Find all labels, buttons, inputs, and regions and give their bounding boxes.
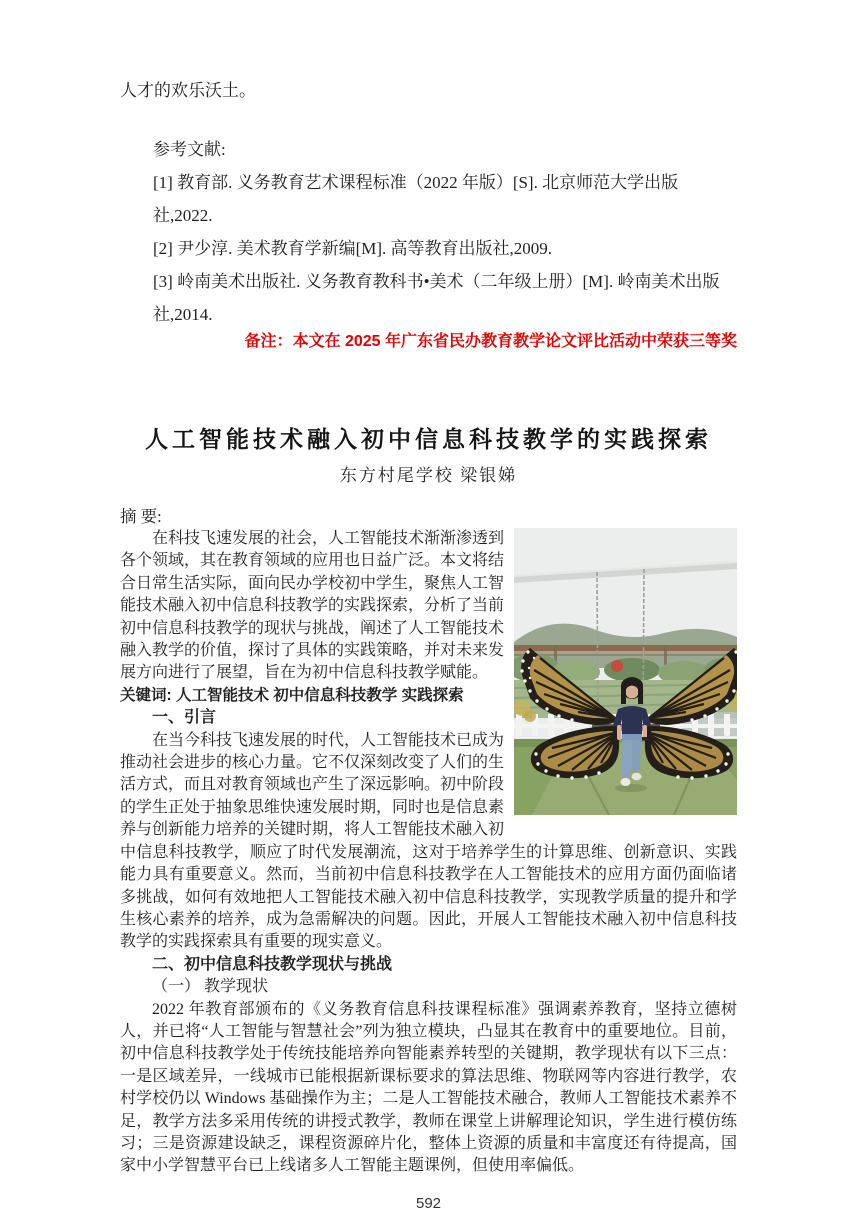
article-body bbox=[120, 505, 737, 1178]
article-photo bbox=[514, 528, 737, 815]
section-heading-introduction: 一、引言 bbox=[152, 709, 217, 727]
keywords-line: 关键词: 人工智能技术 初中信息科技教学 实践探索 bbox=[120, 686, 464, 704]
butterfly-photo-illustration bbox=[514, 528, 737, 815]
previous-article-closing-line: 人才的欢乐沃土。 bbox=[120, 81, 256, 100]
reference-item: [2] 尹少淳. 美术教育学新编[M]. 高等教育出版社,2009. bbox=[153, 239, 553, 258]
page-content bbox=[120, 0, 737, 1214]
abstract-text: 在科技飞速发展的社会，人工智能技术渐渐渗透到各个领域，其在教育领域的应用也日益广泛。本文将结合日常生活实际，面向民办学校初中学生，聚焦人工智能技术融入初中信息科技教学的实践探索，分析了当前初中信息科技教学的现状与挑战，阐述了人工智能技术融入教学的价值，探讨了具体的实践策略，并对未来发展方向进行了展望，旨在为初中信息科技教学赋能。 bbox=[120, 530, 505, 682]
section-body-introduction: 在当今科技飞速发展的时代，人工智能技术已成为推动社会进步的核心力量。它不仅深刻改变了人们的生活方式，而且对教育领域也产生了深远影响。初中阶段的学生正处于抽象思维快速发展时期，同时也是信息素养与创新能力培养的关键时期，将人工智能技术融入初中信息科技教学，顺应了时代发展潮流，这对于培养学生的计算思维、创新意识、实践能力具有重要意义。然而，当前初中信息科技教学在人工智能技术的应用方面仍面临诸多挑战，如何有效地把人工智能技术融入初中信息科技教学，实现教学质量的提升和学生核心素养的培养，成为急需解决的问题。因此，开展人工智能技术融入初中信息科技教学的实践探索具有重要的现实意义。 bbox=[120, 731, 737, 951]
article-author: 东方村尾学校 梁银娣 bbox=[339, 466, 518, 485]
page-number: 592 bbox=[415, 1194, 442, 1212]
reference-item: [3] 岭南美术出版社. 义务教育教科书•美术（二年级上册）[M]. 岭南美术出版社,2014. bbox=[153, 272, 720, 324]
references-section bbox=[120, 133, 737, 331]
subsection-heading-teaching-status: （一） 教学现状 bbox=[152, 978, 269, 996]
references-heading: 参考文献: bbox=[153, 140, 226, 159]
reference-item: [1] 教育部. 义务教育艺术课程标准（2022 年版）[S]. 北京师范大学出版社,2022. bbox=[153, 173, 679, 225]
section-heading-status: 二、初中信息科技教学现状与挑战 bbox=[152, 955, 393, 973]
section-body-status: 2022 年教育部颁布的《义务教育信息科技课程标准》强调素养教育，坚持立德树人，并已将“人工智能与智慧社会”列为独立模块，凸显其在教育中的重要地位。目前，初中信息科技教学处于传统技能培养向智能素养转型的关键期，教学现状有以下三点：一是区域差异，一线城市已能根据新课标要求的算法思维、物联网等内容进行教学，农村学校仍以 Windows 基础操作为主；二是人工智能技术融合，教师人工智能技术素养不足，教学方法多采用传统的讲授式教学，教师在课堂上讲解理论知识，学生进行模仿练习；三是资源建设缺乏，课程资源碎片化，整体上资源的质量和丰富度还有待提高，国家中小学智慧平台已上线诸多人工智能主题课例，但使用率偏低。 bbox=[120, 1000, 737, 1175]
award-note: 备注：本文在 2025 年广东省民办教育教学论文评比活动中荣获三等奖 bbox=[244, 333, 737, 350]
abstract-label: 摘 要: bbox=[120, 507, 162, 526]
article-title: 人工智能技术融入初中信息科技教学的实践探索 bbox=[145, 427, 712, 452]
